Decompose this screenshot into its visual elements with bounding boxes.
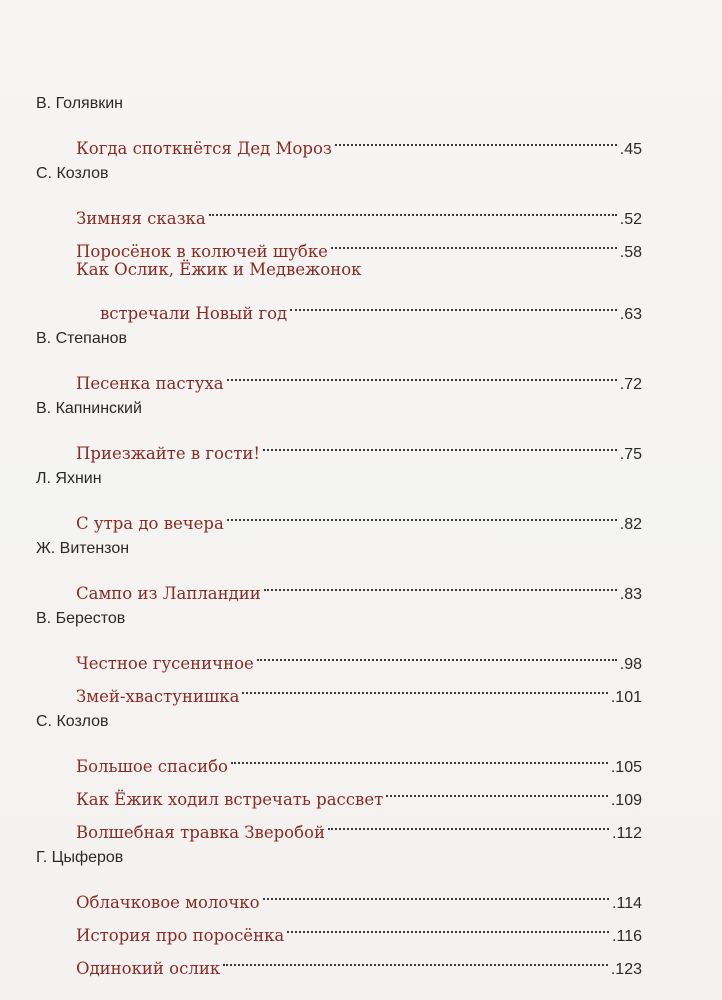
page-number: .63 [619,306,642,323]
dot-leader [263,865,610,900]
author-name: В. Голявкин [36,95,123,112]
dot-leader [328,795,609,830]
page-number: .72 [619,376,642,393]
toc-group [36,394,642,463]
dot-leader [227,346,617,381]
dot-leader [287,898,609,933]
story-title: Песенка пастуха [76,374,224,393]
page-number: .58 [619,244,642,261]
toc-group [36,534,642,603]
story-title: встречали Новый год [100,304,288,323]
toc-group [36,324,642,393]
dot-leader [231,729,608,764]
author-name: В. Степанов [36,330,127,347]
page-number: .109 [610,792,642,809]
story-title: Волшебная травка Зверобой [76,823,325,842]
toc-group [36,707,642,842]
page-number: .116 [612,928,642,945]
page-number: .105 [610,759,642,776]
toc-group [36,89,642,158]
dot-leader [223,931,608,966]
page-number: .45 [619,141,642,158]
dot-leader [242,659,607,694]
dot-leader [257,626,617,661]
page-number: .114 [612,895,642,912]
story-title: Как Ёжик ходил встречать рассвет [76,790,384,809]
toc-entry[interactable] [76,494,642,533]
page-number: .75 [619,446,642,463]
story-title: Большое спасибо [76,757,228,776]
toc-entry[interactable] [76,255,642,323]
page-number: .123 [610,961,642,978]
story-title: Змей-хвастунишка [76,687,240,706]
author-name: С. Козлов [36,165,109,182]
story-title: Приезжайте в гости! [76,444,260,463]
dot-leader [331,214,617,249]
toc-entry[interactable] [76,667,642,706]
author-name: В. Берестов [36,610,126,627]
story-title: Честное гусеничное [76,654,254,673]
story-title: Зимняя сказка [76,209,206,228]
toc-entry[interactable] [76,119,642,158]
story-title-line-1: Как Ослик, Ёжик и Медвежонок [76,260,362,279]
dot-leader [264,556,617,591]
author-name: В. Капнинский [36,400,142,417]
page-number: .101 [610,689,642,706]
dot-leader [386,762,608,797]
author-name: Г. Цыферов [36,849,124,866]
dot-leader [290,276,617,311]
toc-group [36,159,642,323]
toc-entry[interactable] [76,222,642,261]
dot-leader [263,416,617,451]
toc-group [36,843,642,978]
toc-group [36,464,642,533]
page-number: .82 [619,516,642,533]
story-title: Одинокий ослик [76,959,221,978]
author-name: Л. Яхнин [36,470,102,487]
dot-leader [209,181,617,216]
table-of-contents [36,89,642,979]
story-title: Сампо из Лапландии [76,584,261,603]
author-name: Ж. Витензон [36,540,130,557]
toc-group [36,604,642,706]
story-title: Поросёнок в колючей шубке [76,242,328,261]
story-title: Когда споткнётся Дед Мороз [76,139,332,158]
toc-entry[interactable] [76,939,642,978]
toc-entry[interactable] [76,564,642,603]
toc-entry[interactable] [76,354,642,393]
page-number: .52 [619,211,642,228]
page-number: .112 [612,825,642,842]
story-title: Облачковое молочко [76,893,260,912]
author-name: С. Козлов [36,713,109,730]
dot-leader [227,486,617,521]
page-number: .83 [619,586,642,603]
dot-leader [335,111,617,146]
toc-entry[interactable] [76,424,642,463]
page-number: .98 [619,656,642,673]
toc-entry[interactable] [76,803,642,842]
story-title: История про поросёнка [76,926,285,945]
story-title: С утра до вечера [76,514,224,533]
